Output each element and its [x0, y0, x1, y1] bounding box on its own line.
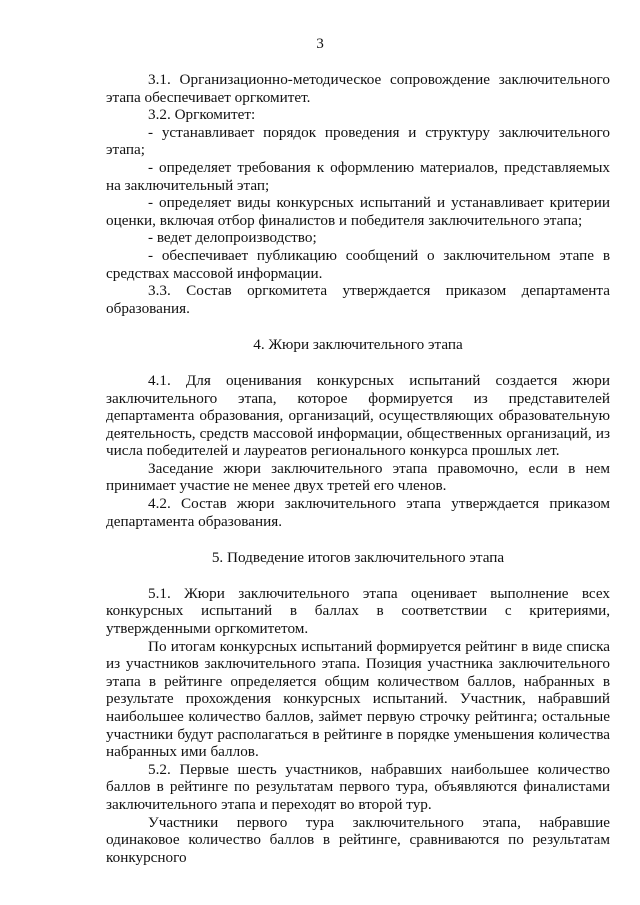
list-item: - определяет виды конкурсных испытаний и устанавливает критерии оценки, включая отбор финалистов и победителя заключительного этапа;	[106, 194, 610, 229]
section-5-heading: 5. Подведение итогов заключительного этапа	[211, 549, 505, 567]
page-number: 3	[316, 35, 324, 52]
paragraph-3-1: 3.1. Организационно-методическое сопровождение заключительного этапа обеспечивает оргкомитет.	[106, 71, 610, 106]
paragraph-5-rating: По итогам конкурсных испытаний формируется рейтинг в виде списка из участников заключительного этапа. Позиция участника заключительного этапа в рейтинге определяется общим количеством баллов, набранных в результате прохождения конкурсных испытаний. Участник, набравший наибольшее количество баллов, займет первую строчку рейтинга; остальные участники будут располагаться в рейтинге в порядке уменьшения количества набранных ими баллов.	[106, 637, 610, 761]
paragraph-3-2: 3.2. Оргкомитет:	[148, 106, 256, 124]
paragraph-5-tie: Участники первого тура заключительного этапа, набравшие одинаковое количество баллов в рейтинге, сравниваются по результатам конкурсного	[106, 813, 610, 866]
paragraph-5-1: 5.1. Жюри заключительного этапа оценивает выполнение всех конкурсных испытаний в баллах в соответствии с критериями, утвержденными оргкомитетом.	[106, 584, 610, 638]
paragraph-4-quorum: Заседание жюри заключительного этапа правомочно, если в нем принимает участие не менее двух третей его членов.	[106, 459, 610, 495]
paragraph-3-3: 3.3. Состав оргкомитета утверждается приказом департамента образования.	[106, 282, 610, 317]
paragraph-4-2: 4.2. Состав жюри заключительного этапа утверждается приказом департамента образования.	[106, 495, 610, 530]
list-item: - определяет требования к оформлению материалов, представляемых на заключительный этап;	[106, 158, 610, 194]
paragraph-4-1: 4.1. Для оценивания конкурсных испытаний создается жюри заключительного этапа, которое формируется из представителей департамента образования, организаций, осуществляющих образовательную деятельность, средств массовой информации, общественных организаций, из числа победителей и лауреатов регионального конкурса прошлых лет.	[106, 371, 610, 460]
list-item: - устанавливает порядок проведения и структуру заключительного этапа;	[106, 123, 610, 159]
page-content	[106, 71, 610, 866]
list-item: - обеспечивает публикацию сообщений о заключительном этапе в средствах массовой информации.	[106, 246, 610, 282]
section-4-heading: 4. Жюри заключительного этапа	[253, 336, 463, 354]
list-item: - ведет делопроизводство;	[148, 229, 317, 247]
paragraph-5-2: 5.2. Первые шесть участников, набравших наибольшее количество баллов в рейтинге по результатам первого тура, объявляются финалистами заключительного этапа и переходят во второй тур.	[106, 760, 610, 813]
